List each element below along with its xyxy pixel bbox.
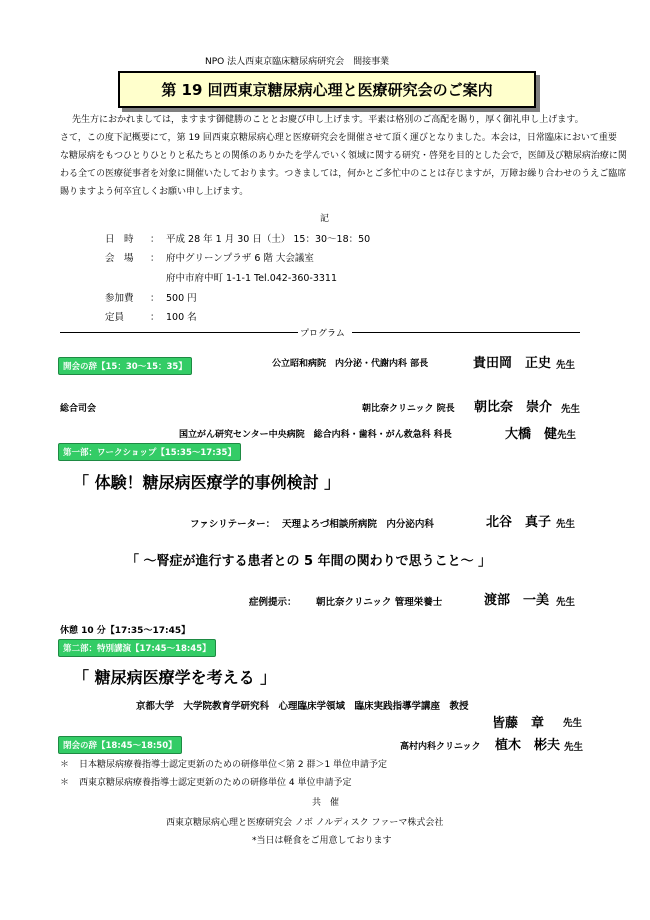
case-affiliation: 朝比奈クリニック 管理栄養士	[316, 597, 443, 608]
note-1: 日本糖尿病療養指導士認定更新のための研修単位＜第 2 群＞1 単位申請予定	[79, 760, 388, 770]
date-value: 平成 28 年 1 月 30 日（土） 15：30～18：50	[166, 234, 371, 245]
program-label: プログラム	[300, 329, 345, 339]
break-label: 休憩 10 分【17:35～17:45】	[60, 626, 191, 636]
facilitator-affiliation: 天理よろづ相談所病院 内分泌内科	[282, 519, 434, 530]
lecture-name: 皆藤 章	[492, 716, 545, 731]
closing-badge: 閉会の辞【18:45～18:50】	[58, 736, 182, 754]
case-sensei: 先生	[556, 597, 576, 608]
fee-colon: ：	[150, 293, 160, 304]
part2-badge: 第二部：特別講演【17:45～18:45】	[58, 639, 216, 657]
note-1-mark: ＊	[60, 760, 70, 770]
lecture-affiliation: 京都大学 大学院教育学研究科 心理臨床学領域 臨床実践指導学講座 教授	[136, 701, 469, 712]
opening-badge: 開会の辞【15：30～15：35】	[58, 357, 192, 375]
capacity-value: 100 名	[166, 312, 197, 323]
fee-label: 参加費	[105, 293, 134, 304]
mc-affiliation: 朝比奈クリニック 院長	[362, 404, 455, 414]
cosponsor-label: 共 催	[312, 798, 340, 808]
venue-value: 府中グリーンプラザ 6 階 大会議室	[166, 253, 314, 264]
divider-right	[352, 332, 580, 333]
date-colon: ：	[150, 234, 160, 245]
ki-label: 記	[320, 214, 330, 224]
mc2-affiliation: 国立がん研究センター中央病院 総合内科・歯科・がん救急科 科長	[179, 430, 452, 440]
case-name: 渡部 一美	[484, 593, 550, 608]
intro-line-1: 先生方におかれましては，ますます御健勝のこととお慶び申し上げます。平素は格別のご高配を賜り，厚く御礼申し上げます。	[72, 115, 584, 125]
part1-title: 「 体験！糖尿病医療学的事例検討 」	[73, 473, 341, 492]
facilitator-label: ファシリテーター：	[190, 519, 276, 530]
closing-name: 植木 彬夫	[495, 738, 561, 753]
organizer-line: NPO 法人西東京臨床糖尿病研究会 間接事業	[205, 57, 390, 67]
intro-line-3: な糖尿病をもつひとりひとりと私たちとの関係のありかたを学んでいく領域に関する研究・啓発を目的とした会で，医師及び糖尿病治療に関	[60, 151, 627, 161]
case-label: 症例提示：	[249, 597, 297, 608]
closing-sensei: 先生	[564, 742, 584, 753]
intro-line-2: さて，この度下記概要にて，第 19 回西東京糖尿病心理と医療研究会を開催させて頂く運びとなりました。本会は，日常臨床において重要	[60, 133, 617, 143]
facilitator-name: 北谷 真子	[486, 515, 552, 530]
meal-note: *当日は軽食をご用意しております	[252, 836, 392, 846]
divider-left	[60, 332, 298, 333]
mc-sensei: 先生	[561, 404, 581, 415]
intro-line-5: 賜りますよう何卒宜しくお願い申し上げます。	[60, 187, 249, 197]
note-2: 西東京糖尿病療養指導士認定更新のための研修単位 4 単位申請予定	[79, 778, 352, 788]
mc2-sensei: 先生	[557, 430, 577, 441]
note-2-mark: ＊	[60, 778, 70, 788]
mc2-name: 大橋 健	[505, 427, 558, 442]
opening-sensei: 先生	[556, 360, 576, 371]
part2-title: 「 糖尿病医療学を考える 」	[73, 668, 277, 687]
opening-name: 貴田岡 正史	[473, 356, 552, 371]
intro-line-4: わる全ての医療従事者を対象に開催いたしております。つきましては，何かとご多忙中のことは存じますが，万障お繰り合わせのうえご臨席	[60, 169, 627, 179]
date-label: 日 時	[105, 234, 134, 245]
closing-affiliation: 高村内科クリニック	[400, 742, 481, 752]
part1-badge: 第一部：ワークショップ【15:35～17:35】	[58, 443, 241, 461]
capacity-colon: ：	[150, 312, 160, 323]
venue-colon: ：	[150, 253, 160, 264]
case-title: 「 ～腎症が進行する患者との 5 年間の関わりで思うこと～ 」	[126, 554, 492, 569]
capacity-label: 定員	[105, 312, 125, 323]
fee-value: 500 円	[166, 293, 197, 304]
opening-affiliation: 公立昭和病院 内分泌・代謝内科 部長	[272, 359, 429, 369]
venue-label: 会 場	[105, 253, 134, 264]
facilitator-sensei: 先生	[556, 519, 576, 530]
lecture-sensei: 先生	[563, 718, 583, 729]
mc-label: 総合司会	[60, 404, 97, 414]
page-title: 第 19 回西東京糖尿病心理と医療研究会のご案内	[118, 71, 536, 108]
mc-name: 朝比奈 崇介	[474, 400, 553, 415]
venue-address: 府中市府中町 1-1-1 Tel.042-360-3311	[166, 273, 338, 284]
cosponsor-orgs: 西東京糖尿病心理と医療研究会 ノボ ノルディスク ファーマ株式会社	[166, 818, 444, 828]
